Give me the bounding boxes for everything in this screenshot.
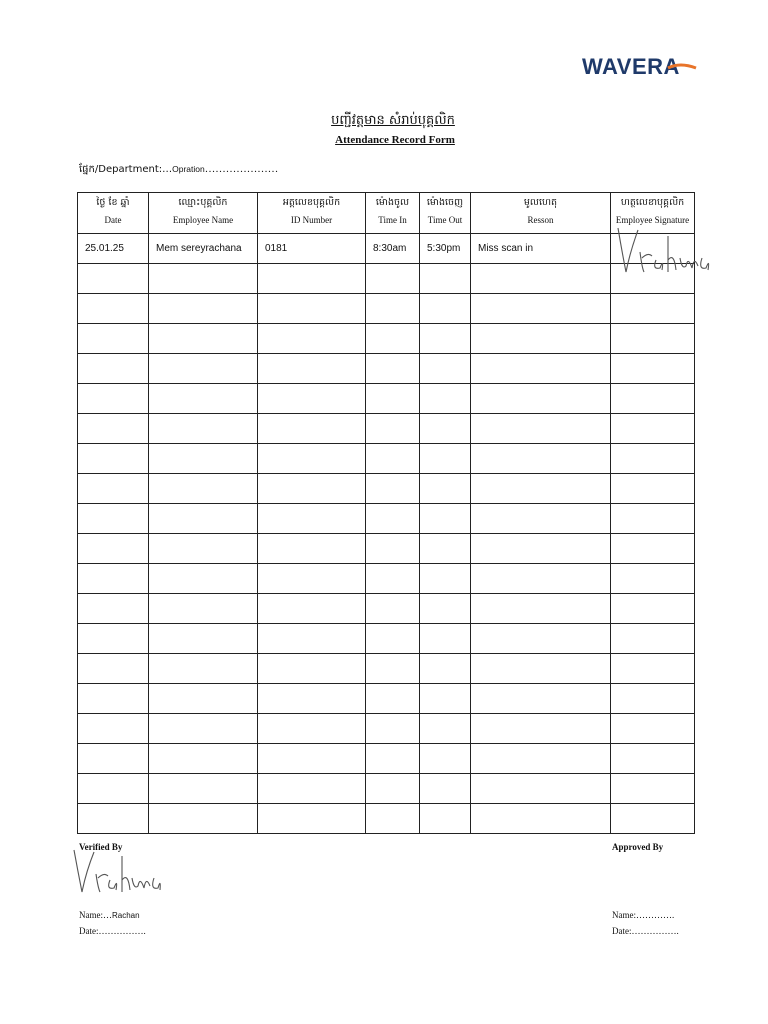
table-row-empty [78,324,695,354]
empty-cell [149,294,258,324]
empty-cell [78,444,149,474]
empty-cell [78,294,149,324]
cell-time-in: 8:30am [366,234,420,264]
department-label: ផ្នែក/Department:… [79,164,173,175]
empty-cell [420,474,471,504]
empty-cell [366,594,420,624]
empty-cell [471,474,611,504]
empty-cell [366,774,420,804]
empty-cell [78,774,149,804]
table-row [78,234,695,264]
empty-cell [258,414,366,444]
empty-cell [258,804,366,834]
employee-signature-image [612,222,716,278]
form-title-khmer: បញ្ជីវត្តមាន សំរាប់បុគ្គលិក [331,113,455,128]
empty-cell [78,384,149,414]
empty-cell [420,774,471,804]
svg-text:WAVERA: WAVERA [582,54,680,79]
cell-employee-name: Mem sereyrachana [149,234,258,264]
table-row-empty [78,804,695,834]
empty-cell [149,324,258,354]
empty-cell [471,774,611,804]
table-row-empty [78,534,695,564]
empty-cell [149,564,258,594]
table-header-row [78,193,695,234]
empty-cell [366,714,420,744]
empty-cell [258,624,366,654]
empty-cell [611,294,695,324]
empty-cell [149,594,258,624]
table-row-empty [78,714,695,744]
empty-cell [78,594,149,624]
verifier-date-line: Date:……………. [79,926,146,936]
table-row-empty [78,744,695,774]
empty-cell [420,384,471,414]
empty-cell [420,684,471,714]
empty-cell [149,414,258,444]
approver-name-line: Name:…………. [612,910,675,920]
empty-cell [420,594,471,624]
empty-cell [611,654,695,684]
empty-cell [471,534,611,564]
empty-cell [258,744,366,774]
empty-cell [366,684,420,714]
empty-cell [420,624,471,654]
empty-cell [149,444,258,474]
empty-cell [366,624,420,654]
col-header-date: ថ្ងៃ ខែ ឆ្នាំ Date [78,193,149,234]
table-row-empty [78,384,695,414]
cell-time-out: 5:30pm [420,234,471,264]
empty-cell [366,444,420,474]
empty-cell [420,504,471,534]
empty-cell [366,264,420,294]
verified-by-label: Verified By [79,842,123,852]
table-row-empty [78,354,695,384]
table-row-empty [78,684,695,714]
empty-cell [78,714,149,744]
empty-cell [611,384,695,414]
table-row-empty [78,294,695,324]
empty-cell [471,324,611,354]
empty-cell [366,654,420,684]
col-header-id-number: អត្តលេខបុគ្គលិក ID Number [258,193,366,234]
empty-cell [420,264,471,294]
empty-cell [149,654,258,684]
empty-cell [149,534,258,564]
empty-cell [420,534,471,564]
empty-cell [149,264,258,294]
empty-cell [366,534,420,564]
approved-by-label: Approved By [612,842,664,852]
empty-cell [420,444,471,474]
table-row-empty [78,624,695,654]
cell-date: 25.01.25 [78,234,149,264]
empty-cell [420,804,471,834]
empty-cell [611,804,695,834]
empty-cell [149,624,258,654]
form-title-english: Attendance Record Form [335,134,455,146]
empty-cell [366,414,420,444]
empty-cell [471,804,611,834]
empty-cell [611,684,695,714]
empty-cell [366,564,420,594]
col-header-reason: មូលហេតុ Resson [471,193,611,234]
table-row-empty [78,774,695,804]
empty-cell [78,624,149,654]
empty-cell [78,264,149,294]
cell-id-number: 0181 [258,234,366,264]
empty-cell [611,774,695,804]
empty-cell [420,294,471,324]
empty-cell [258,474,366,504]
empty-cell [471,294,611,324]
empty-cell [471,354,611,384]
empty-cell [420,744,471,774]
empty-cell [420,324,471,354]
empty-cell [258,534,366,564]
empty-cell [366,354,420,384]
table-row-empty [78,504,695,534]
empty-cell [258,324,366,354]
empty-cell [78,744,149,774]
empty-cell [78,534,149,564]
table-row-empty [78,654,695,684]
empty-cell [471,504,611,534]
empty-cell [611,534,695,564]
department-line [79,162,278,177]
attendance-table [77,192,695,834]
empty-cell [611,624,695,654]
wavera-logo [580,48,698,84]
table-row-empty [78,264,695,294]
empty-cell [471,624,611,654]
approver-date-line: Date:……………. [612,926,679,936]
empty-cell [258,504,366,534]
cell-reason: Miss scan in [471,234,611,264]
empty-cell [420,714,471,744]
empty-cell [258,264,366,294]
table-row-empty [78,474,695,504]
empty-cell [149,354,258,384]
col-header-time-out: ម៉ោងចេញ Time Out [420,193,471,234]
empty-cell [78,504,149,534]
empty-cell [258,774,366,804]
empty-cell [258,654,366,684]
empty-cell [258,384,366,414]
empty-cell [149,804,258,834]
empty-cell [366,474,420,504]
empty-cell [258,564,366,594]
empty-cell [611,354,695,384]
empty-cell [78,474,149,504]
empty-cell [149,774,258,804]
empty-cell [471,714,611,744]
empty-cell [78,324,149,354]
empty-cell [471,564,611,594]
empty-cell [471,654,611,684]
empty-cell [366,384,420,414]
empty-cell [258,684,366,714]
empty-cell [149,474,258,504]
empty-cell [149,684,258,714]
empty-cell [611,324,695,354]
empty-cell [78,804,149,834]
empty-cell [258,354,366,384]
col-header-time-in: ម៉ោងចូល Time In [366,193,420,234]
table-row-empty [78,564,695,594]
empty-cell [471,384,611,414]
empty-cell [149,714,258,744]
empty-cell [611,744,695,774]
empty-cell [471,684,611,714]
empty-cell [258,714,366,744]
empty-cell [420,354,471,384]
empty-cell [611,414,695,444]
empty-cell [471,744,611,774]
empty-cell [258,594,366,624]
department-value: Opration [172,164,205,174]
empty-cell [78,684,149,714]
table-row-empty [78,414,695,444]
verifier-name-value: Rachan [112,911,140,920]
empty-cell [366,504,420,534]
empty-cell [471,594,611,624]
col-header-signature: ហត្ថលេខាបុគ្គលិក Employee Signature [611,193,695,234]
empty-cell [471,444,611,474]
empty-cell [471,414,611,444]
empty-cell [611,594,695,624]
empty-cell [420,654,471,684]
empty-cell [420,414,471,444]
table-row-empty [78,594,695,624]
verifier-name-line: Name:…Rachan [79,910,140,920]
verifier-signature-image [70,846,162,898]
empty-cell [149,384,258,414]
empty-cell [78,414,149,444]
empty-cell [149,504,258,534]
empty-cell [366,744,420,774]
empty-cell [366,324,420,354]
col-header-employee-name: ឈ្មោះបុគ្គលិក Employee Name [149,193,258,234]
empty-cell [149,744,258,774]
empty-cell [611,714,695,744]
empty-cell [611,444,695,474]
empty-cell [366,804,420,834]
empty-cell [78,354,149,384]
department-dots: ………………… [204,164,279,175]
empty-cell [258,444,366,474]
empty-cell [420,564,471,594]
empty-cell [258,294,366,324]
empty-cell [78,654,149,684]
empty-cell [611,504,695,534]
empty-cell [611,564,695,594]
empty-cell [366,294,420,324]
table-row-empty [78,444,695,474]
empty-cell [471,264,611,294]
empty-cell [78,564,149,594]
empty-cell [611,474,695,504]
